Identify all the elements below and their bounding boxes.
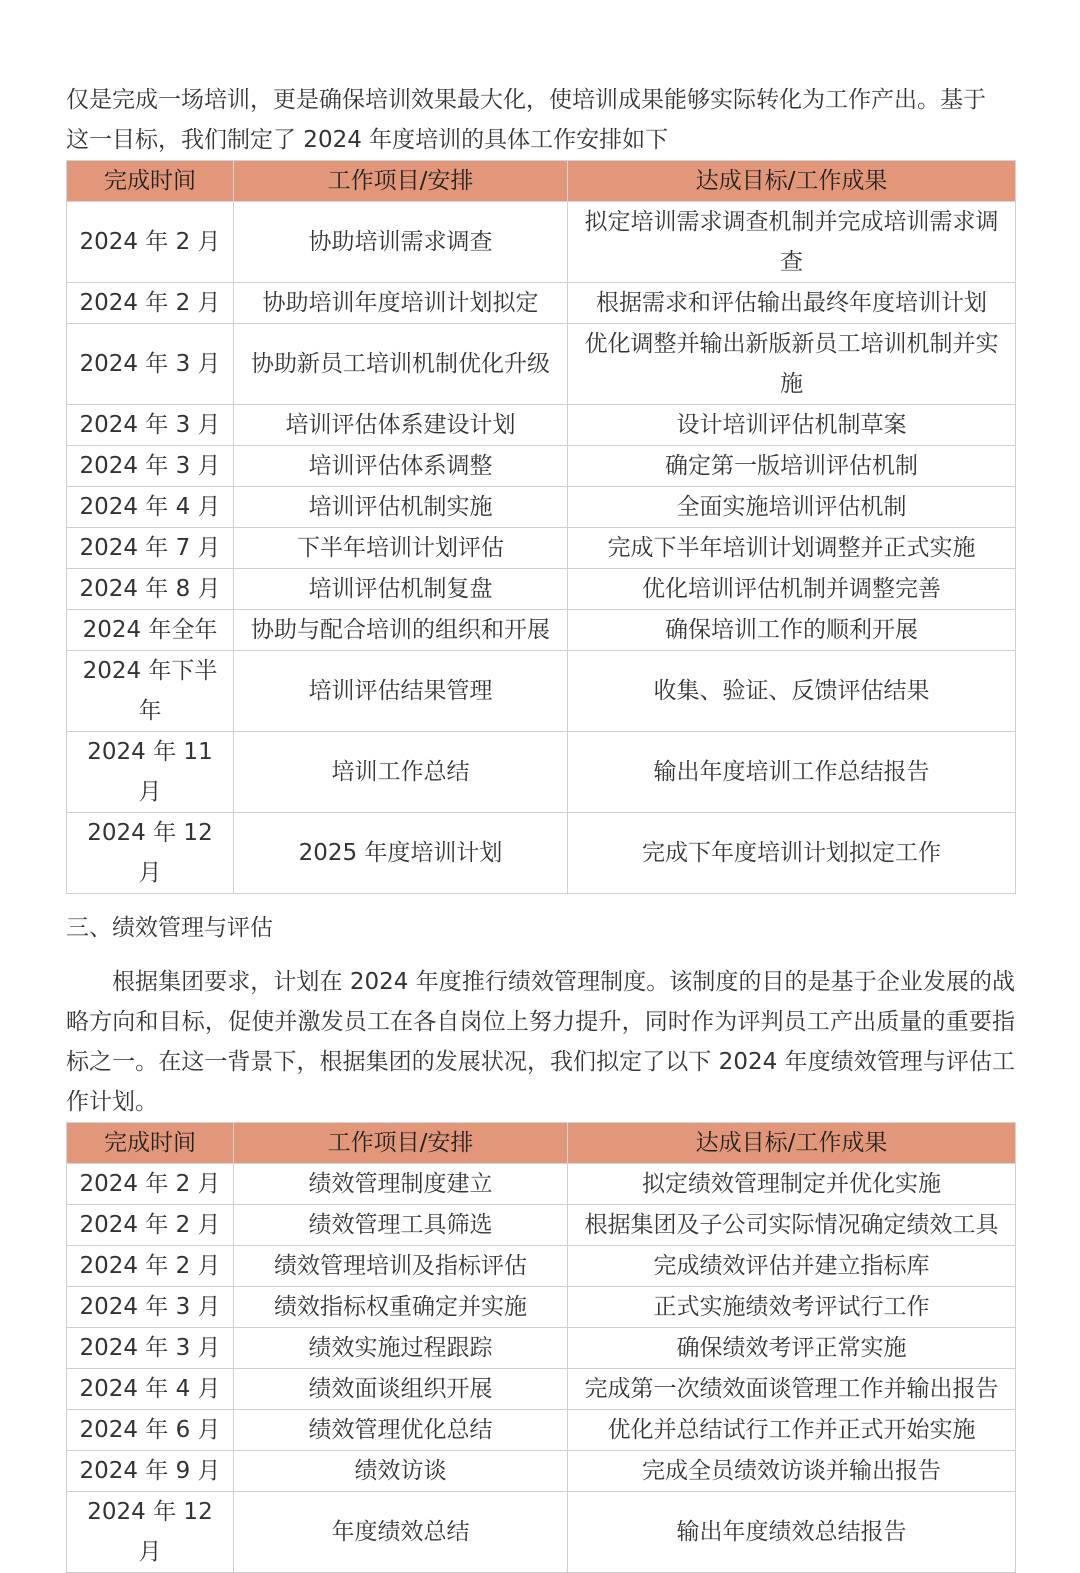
cell-item: 协助与配合培训的组织和开展 (234, 610, 568, 651)
cell-result: 设计培训评估机制草案 (568, 405, 1016, 446)
cell-item: 协助新员工培训机制优化升级 (234, 324, 568, 405)
cell-item: 下半年培训计划评估 (234, 528, 568, 569)
cell-item: 协助培训年度培训计划拟定 (234, 283, 568, 324)
cell-item: 绩效指标权重确定并实施 (234, 1287, 568, 1328)
cell-item: 2025 年度培训计划 (234, 813, 568, 894)
cell-result: 拟定绩效管理制定并优化实施 (568, 1164, 1016, 1205)
cell-result: 根据需求和评估输出最终年度培训计划 (568, 283, 1016, 324)
table-row (67, 813, 1016, 894)
table-row (67, 610, 1016, 651)
cell-result: 完成绩效评估并建立指标库 (568, 1246, 1016, 1287)
table-row (67, 487, 1016, 528)
cell-result: 输出年度绩效总结报告 (568, 1492, 1016, 1573)
cell-result: 完成第一次绩效面谈管理工作并输出报告 (568, 1369, 1016, 1410)
cell-time: 2024 年全年 (67, 610, 234, 651)
cell-item: 培训工作总结 (234, 732, 568, 813)
cell-result: 正式实施绩效考评试行工作 (568, 1287, 1016, 1328)
cell-result: 全面实施培训评估机制 (568, 487, 1016, 528)
table-row (67, 1246, 1016, 1287)
header-completion-time: 完成时间 (67, 1123, 234, 1164)
header-work-item: 工作项目/安排 (234, 1123, 568, 1164)
cell-time: 2024 年 12 月 (67, 1492, 234, 1573)
cell-item: 绩效实施过程跟踪 (234, 1328, 568, 1369)
cell-result: 优化并总结试行工作并正式开始实施 (568, 1410, 1016, 1451)
intro-paragraph (66, 80, 1015, 160)
cell-result: 确定第一版培训评估机制 (568, 446, 1016, 487)
cell-item: 协助培训需求调查 (234, 202, 568, 283)
header-goal-result: 达成目标/工作成果 (568, 1123, 1016, 1164)
cell-item: 绩效管理制度建立 (234, 1164, 568, 1205)
cell-time: 2024 年 12 月 (67, 813, 234, 894)
cell-item: 培训评估机制复盘 (234, 569, 568, 610)
cell-time: 2024 年 8 月 (67, 569, 234, 610)
cell-result: 优化调整并输出新版新员工培训机制并实施 (568, 324, 1016, 405)
table-row (67, 1287, 1016, 1328)
section-heading-performance: 三、绩效管理与评估 (66, 915, 273, 941)
document-page (66, 80, 1015, 1573)
cell-item: 绩效面谈组织开展 (234, 1369, 568, 1410)
cell-time: 2024 年 2 月 (67, 202, 234, 283)
table-row (67, 202, 1016, 283)
table-row (67, 1410, 1016, 1451)
table-row (67, 324, 1016, 405)
cell-result: 优化培训评估机制并调整完善 (568, 569, 1016, 610)
header-completion-time: 完成时间 (67, 161, 234, 202)
cell-time: 2024 年 3 月 (67, 1287, 234, 1328)
cell-time: 2024 年 3 月 (67, 1328, 234, 1369)
cell-time: 2024 年下半年 (67, 651, 234, 732)
cell-item: 绩效管理培训及指标评估 (234, 1246, 568, 1287)
table-row (67, 446, 1016, 487)
table-row (67, 405, 1016, 446)
cell-item: 培训评估结果管理 (234, 651, 568, 732)
cell-result: 拟定培训需求调查机制并完成培训需求调查 (568, 202, 1016, 283)
cell-time: 2024 年 3 月 (67, 405, 234, 446)
cell-time: 2024 年 3 月 (67, 324, 234, 405)
cell-time: 2024 年 3 月 (67, 446, 234, 487)
cell-time: 2024 年 7 月 (67, 528, 234, 569)
section-paragraph: 根据集团要求，计划在 2024 年度推行绩效管理制度。该制度的目的是基于企业发展的战略方向和目标，促使并激发员工在各自岗位上努力提升，同时作为评判员工产出质量的重要指标之一。在这一背景下，根据集团的发展状况，我们拟定了以下 2024 年度绩效管理与评估工作计划。 (66, 969, 1015, 1115)
training-schedule-table (66, 160, 1016, 894)
cell-time: 2024 年 9 月 (67, 1451, 234, 1492)
cell-time: 2024 年 11 月 (67, 732, 234, 813)
cell-item: 绩效访谈 (234, 1451, 568, 1492)
table-row (67, 528, 1016, 569)
cell-result: 输出年度培训工作总结报告 (568, 732, 1016, 813)
table-row (67, 1369, 1016, 1410)
header-goal-result: 达成目标/工作成果 (568, 161, 1016, 202)
intro-line-1: 仅是完成一场培训，更是确保培训效果最大化，使培训成果能够实际转化为工作产出。基于 (66, 87, 986, 113)
table-row (67, 651, 1016, 732)
table-row (67, 1451, 1016, 1492)
cell-result: 确保培训工作的顺利开展 (568, 610, 1016, 651)
table-row (67, 569, 1016, 610)
performance-schedule-table (66, 1122, 1016, 1573)
table-header-row (67, 161, 1016, 202)
cell-result: 完成全员绩效访谈并输出报告 (568, 1451, 1016, 1492)
cell-time: 2024 年 6 月 (67, 1410, 234, 1451)
table-row (67, 283, 1016, 324)
table-row (67, 1205, 1016, 1246)
cell-item: 培训评估体系调整 (234, 446, 568, 487)
cell-result: 完成下半年培训计划调整并正式实施 (568, 528, 1016, 569)
table-row (67, 1492, 1016, 1573)
cell-result: 确保绩效考评正常实施 (568, 1328, 1016, 1369)
cell-item: 培训评估体系建设计划 (234, 405, 568, 446)
table-row (67, 1164, 1016, 1205)
cell-time: 2024 年 4 月 (67, 487, 234, 528)
cell-time: 2024 年 2 月 (67, 1246, 234, 1287)
cell-item: 绩效管理优化总结 (234, 1410, 568, 1451)
cell-item: 年度绩效总结 (234, 1492, 568, 1573)
table-header-row (67, 1123, 1016, 1164)
cell-item: 绩效管理工具筛选 (234, 1205, 568, 1246)
cell-result: 根据集团及子公司实际情况确定绩效工具 (568, 1205, 1016, 1246)
cell-time: 2024 年 4 月 (67, 1369, 234, 1410)
cell-time: 2024 年 2 月 (67, 1164, 234, 1205)
cell-result: 收集、验证、反馈评估结果 (568, 651, 1016, 732)
cell-item: 培训评估机制实施 (234, 487, 568, 528)
header-work-item: 工作项目/安排 (234, 161, 568, 202)
cell-time: 2024 年 2 月 (67, 283, 234, 324)
cell-result: 完成下年度培训计划拟定工作 (568, 813, 1016, 894)
cell-time: 2024 年 2 月 (67, 1205, 234, 1246)
intro-line-2: 这一目标，我们制定了 2024 年度培训的具体工作安排如下 (66, 127, 669, 153)
table-row (67, 732, 1016, 813)
table-row (67, 1328, 1016, 1369)
